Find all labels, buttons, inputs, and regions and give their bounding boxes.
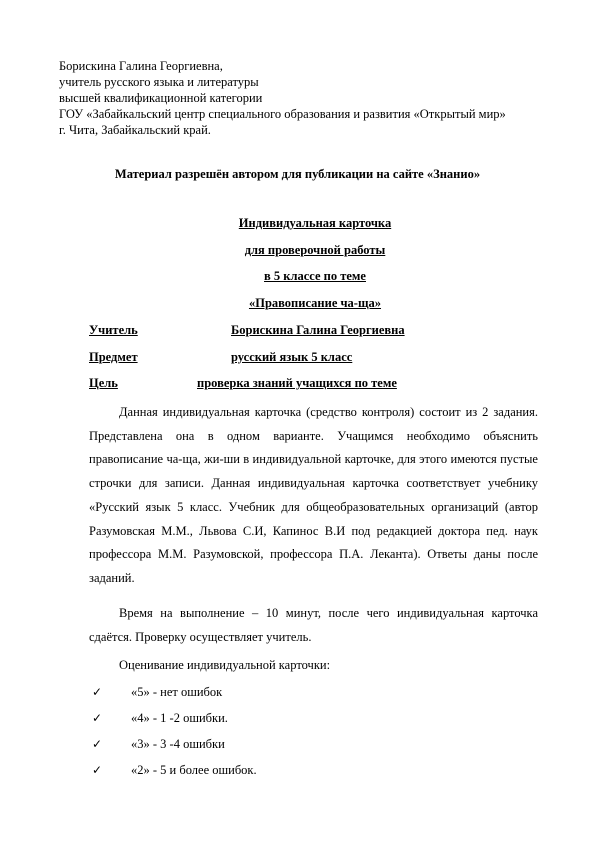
goal-value: проверка знаний учащихся по теме: [197, 376, 397, 390]
description-text: Данная индивидуальная карточка (средство контроля) состоит из 2 задания. Представлена она в одном варианте. Учащимся необходимо объяснить правописание ча-ща, жи-ши в индивидуальной карточке, для этого имеются пустые строчки для записи. Данная индивидуальная карточка соответствует учебнику «Русский язык 5 класс. Учебник для общеобразовательных организаций (автор Разумовская М.М., Львова С.И, Капинос В.И под редакцией доктора пед. наук профессора М.М. Разумовской, профессора П.А. Леканта). Ответы даны после заданий.: [89, 405, 538, 585]
grade-item: «2» - 5 и более ошибок.: [131, 763, 257, 777]
author-category: высшей квалификационной категории: [59, 91, 263, 105]
author-block: [59, 58, 529, 138]
author-name: Борискина Галина Георгиевна,: [59, 59, 223, 73]
check-icon: ✓: [92, 711, 103, 725]
card-title-line-4: «Правописание ча-ща»: [248, 296, 382, 310]
grade-item: «5» - нет ошибок: [131, 685, 223, 699]
permission-notice: Материал разрешён автором для публикации на сайте «Знанио»: [114, 167, 481, 181]
grading-title: Оценивание индивидуальной карточки:: [119, 658, 331, 672]
card-title-line-1: Индивидуальная карточка: [238, 216, 392, 230]
check-icon: ✓: [92, 737, 103, 751]
subject-label: Предмет: [89, 350, 138, 364]
check-icon: ✓: [92, 763, 103, 777]
grade-item: «3» - 3 -4 ошибки: [131, 737, 225, 751]
author-position: учитель русского языка и литературы: [59, 75, 259, 89]
time-text: Время на выполнение – 10 минут, после чего индивидуальная карточка сдаётся. Проверку осуществляет учитель.: [89, 606, 538, 644]
goal-label: Цель: [89, 376, 118, 390]
author-city: г. Чита, Забайкальский край.: [59, 123, 211, 137]
card-title-line-3: в 5 классе по теме: [264, 269, 366, 283]
teacher-label: Учитель: [89, 323, 138, 337]
check-icon: ✓: [92, 685, 103, 699]
subject-value: русский язык 5 класс: [231, 350, 353, 364]
card-title-line-2: для проверочной работы: [244, 243, 386, 257]
author-organization: ГОУ «Забайкальский центр специального образования и развития «Открытый мир»: [59, 107, 506, 121]
time-paragraph: [89, 602, 538, 649]
teacher-value: Борискина Галина Георгиевна: [231, 323, 405, 337]
description-paragraph: [89, 401, 538, 591]
grade-item: «4» - 1 -2 ошибки.: [131, 711, 228, 725]
